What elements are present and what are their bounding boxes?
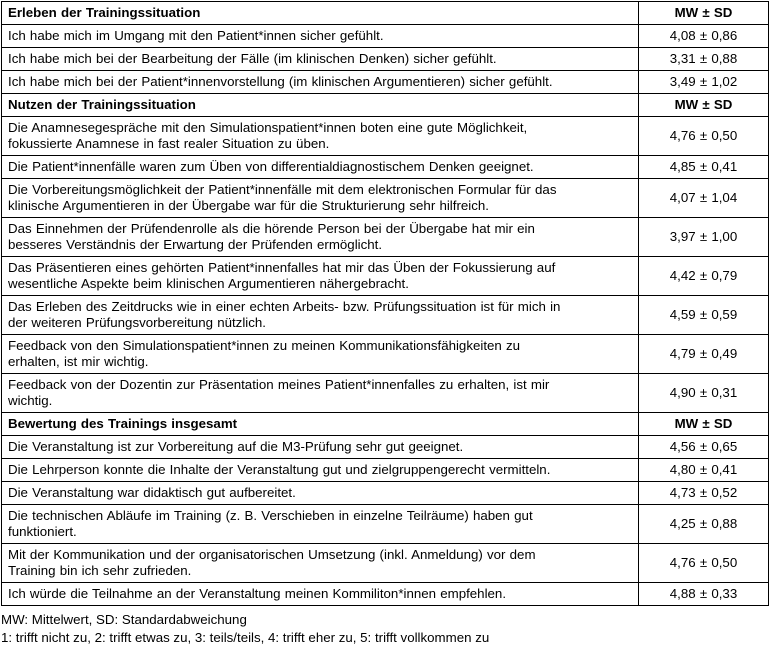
- survey-results-table: [1, 1, 769, 606]
- item-statement: [2, 218, 639, 257]
- table-row: [2, 48, 769, 71]
- item-statement: [2, 374, 639, 413]
- item-mean-sd-value: 4,76 ± 0,50: [639, 544, 769, 583]
- table-row: [2, 335, 769, 374]
- item-statement: [2, 335, 639, 374]
- item-mean-sd-value: 4,56 ± 0,65: [639, 436, 769, 459]
- item-statement: [2, 296, 639, 335]
- item-statement: Ich habe mich bei der Patient*innenvorstellung (im klinischen Argumentieren) sicher gefühlt.: [2, 71, 639, 94]
- table-row: [2, 459, 769, 482]
- section-title: Erleben der Trainingssituation: [2, 2, 639, 25]
- table-row: [2, 374, 769, 413]
- item-statement-line: Die Anamnesegespräche mit den Simulationspatient*innen boten eine gute Möglichkeit,: [8, 120, 528, 135]
- item-statement: Die Patient*innenfälle waren zum Üben von differentialdiagnostischem Denken geeignet.: [2, 156, 639, 179]
- item-statement-line: fokussierte Anamnese in fast realer Situation zu üben.: [8, 136, 330, 151]
- table-row: [2, 505, 769, 544]
- section-header-row: [2, 94, 769, 117]
- item-mean-sd-value: 4,73 ± 0,52: [639, 482, 769, 505]
- item-mean-sd-value: 4,76 ± 0,50: [639, 117, 769, 156]
- item-mean-sd-value: 4,88 ± 0,33: [639, 583, 769, 606]
- item-statement: [2, 257, 639, 296]
- table-row: [2, 436, 769, 459]
- item-statement-line: der weiteren Prüfungsvorbereitung nützlich.: [8, 315, 266, 330]
- item-statement-line: funktioniert.: [8, 524, 77, 539]
- column-header-mean-sd: MW ± SD: [639, 2, 769, 25]
- item-statement: [2, 544, 639, 583]
- item-statement-line: Mit der Kommunikation und der organisatorischen Umsetzung (inkl. Anmeldung) vor dem: [8, 547, 536, 562]
- item-statement-line: Feedback von der Dozentin zur Präsentation meines Patient*innenfalles zu erhalten, ist mir: [8, 377, 550, 392]
- table-row: [2, 583, 769, 606]
- table-row: [2, 482, 769, 505]
- item-mean-sd-value: 4,08 ± 0,86: [639, 25, 769, 48]
- table-row: [2, 257, 769, 296]
- item-mean-sd-value: 3,97 ± 1,00: [639, 218, 769, 257]
- table-footnotes: [1, 611, 489, 647]
- table-row: [2, 71, 769, 94]
- column-header-mean-sd: MW ± SD: [639, 413, 769, 436]
- column-header-mean-sd: MW ± SD: [639, 94, 769, 117]
- item-mean-sd-value: 4,85 ± 0,41: [639, 156, 769, 179]
- item-statement: Ich habe mich im Umgang mit den Patient*innen sicher gefühlt.: [2, 25, 639, 48]
- table-row: [2, 179, 769, 218]
- item-mean-sd-value: 4,80 ± 0,41: [639, 459, 769, 482]
- item-statement: Die Veranstaltung war didaktisch gut aufbereitet.: [2, 482, 639, 505]
- item-statement-line: Das Präsentieren eines gehörten Patient*innenfalles hat mir das Üben der Fokussierung auf: [8, 260, 556, 275]
- item-statement-line: Das Erleben des Zeitdrucks wie in einer echten Arbeits- bzw. Prüfungssituation ist für mich in: [8, 299, 561, 314]
- item-statement-line: Training bin ich sehr zufrieden.: [8, 563, 192, 578]
- item-mean-sd-value: 4,59 ± 0,59: [639, 296, 769, 335]
- item-mean-sd-value: 4,79 ± 0,49: [639, 335, 769, 374]
- item-statement-line: wichtig.: [8, 393, 53, 408]
- item-statement: [2, 117, 639, 156]
- table-row: [2, 25, 769, 48]
- table-row: [2, 296, 769, 335]
- table-row: [2, 117, 769, 156]
- item-mean-sd-value: 3,49 ± 1,02: [639, 71, 769, 94]
- table-row: [2, 218, 769, 257]
- table-row: [2, 544, 769, 583]
- section-title: Nutzen der Trainingssituation: [2, 94, 639, 117]
- item-statement: Die Lehrperson konnte die Inhalte der Veranstaltung gut und zielgruppengerecht vermitteln.: [2, 459, 639, 482]
- item-statement-line: Feedback von den Simulationspatient*innen zu meinen Kommunikationsfähigkeiten zu: [8, 338, 521, 353]
- footnote-abbreviations: MW: Mittelwert, SD: Standardabweichung: [1, 612, 247, 627]
- item-statement: [2, 179, 639, 218]
- item-statement-line: Das Einnehmen der Prüfendenrolle als die hörende Person bei der Übergabe hat mir ein: [8, 221, 535, 236]
- item-mean-sd-value: 3,31 ± 0,88: [639, 48, 769, 71]
- item-mean-sd-value: 4,25 ± 0,88: [639, 505, 769, 544]
- item-statement-line: Die Vorbereitungsmöglichkeit der Patient*innenfälle mit dem elektronischen Formular für das: [8, 182, 557, 197]
- item-mean-sd-value: 4,42 ± 0,79: [639, 257, 769, 296]
- item-statement: Ich würde die Teilnahme an der Veranstaltung meinen Kommiliton*innen empfehlen.: [2, 583, 639, 606]
- item-statement: [2, 505, 639, 544]
- item-statement: Die Veranstaltung ist zur Vorbereitung auf die M3-Prüfung sehr gut geeignet.: [2, 436, 639, 459]
- item-statement-line: wesentliche Aspekte beim klinischen Argumentieren nähergebracht.: [8, 276, 409, 291]
- item-statement-line: Die technischen Abläufe im Training (z. B. Verschieben in einzelne Teilräume) haben gut: [8, 508, 533, 523]
- item-statement-line: erhalten, ist mir wichtig.: [8, 354, 149, 369]
- item-mean-sd-value: 4,90 ± 0,31: [639, 374, 769, 413]
- item-statement-line: klinische Argumentieren in der Übergabe war für die Strukturierung sehr hilfreich.: [8, 198, 489, 213]
- section-title: Bewertung des Trainings insgesamt: [2, 413, 639, 436]
- section-header-row: [2, 413, 769, 436]
- item-statement: Ich habe mich bei der Bearbeitung der Fälle (im klinischen Denken) sicher gefühlt.: [2, 48, 639, 71]
- item-mean-sd-value: 4,07 ± 1,04: [639, 179, 769, 218]
- table-row: [2, 156, 769, 179]
- footnote-scale-legend: 1: trifft nicht zu, 2: trifft etwas zu, 3: teils/teils, 4: trifft eher zu, 5: trifft vollkommen zu: [1, 630, 490, 645]
- section-header-row: [2, 2, 769, 25]
- item-statement-line: besseres Verständnis der Erwartung der Prüfenden ermöglicht.: [8, 237, 383, 252]
